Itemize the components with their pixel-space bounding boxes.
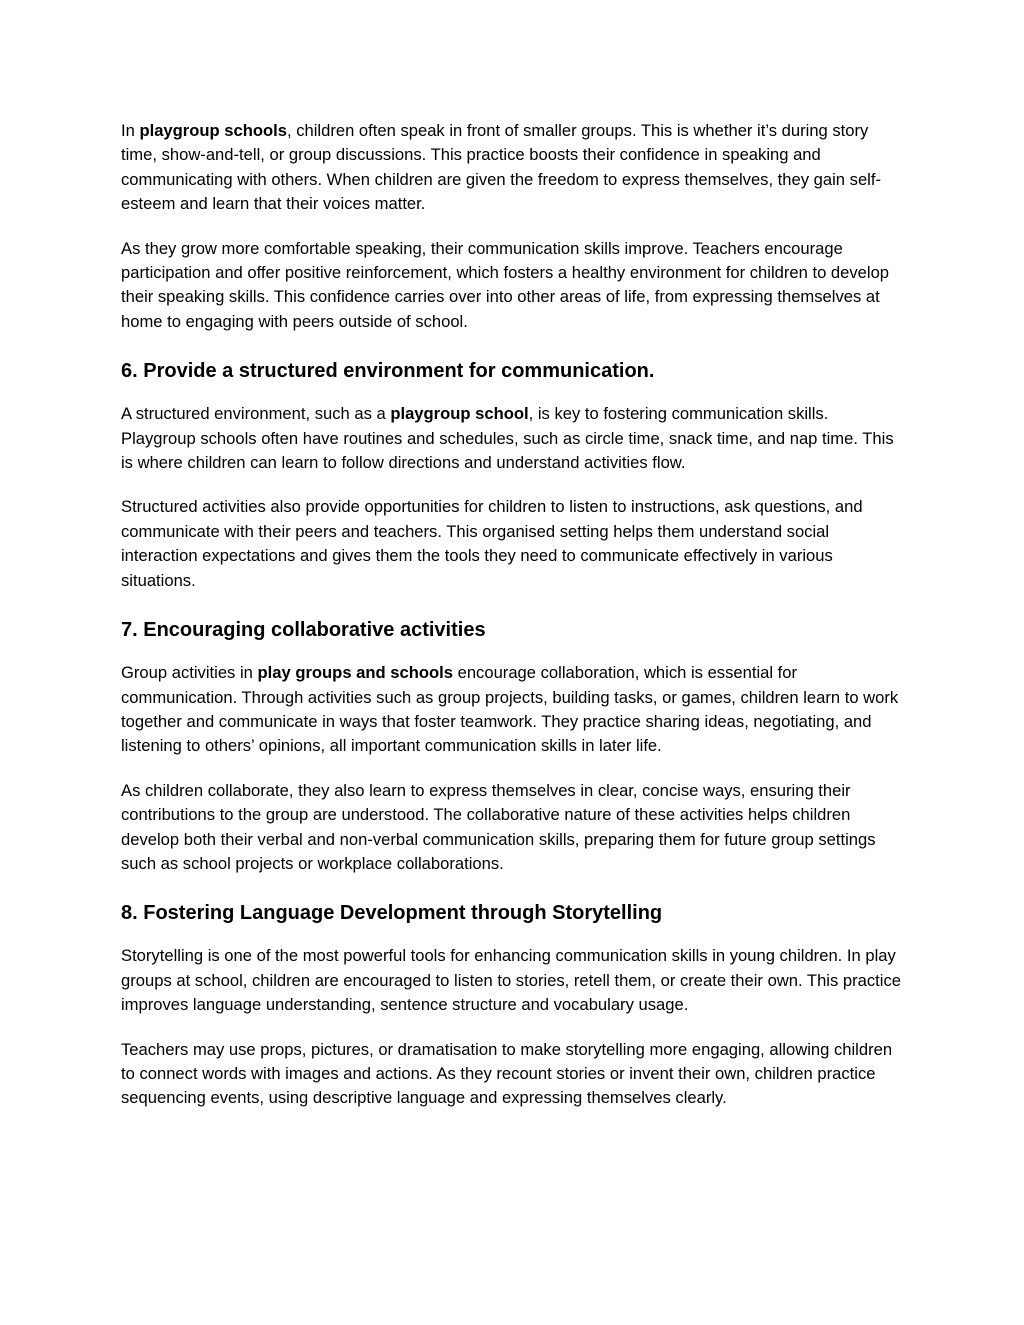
bold-phrase: play groups and schools xyxy=(257,663,453,683)
heading-section-8: 8. Fostering Language Development through Storytelling xyxy=(121,902,663,925)
heading-section-7: 7. Encouraging collaborative activities xyxy=(121,619,486,642)
text: encourage collaboration, which is essential for communication. Through activities such as group projects, building tasks, or games, children learn to work together and communicate in ways that foster teamwork. They practice sharing ideas, negotiating, and listening to others’ opinions, all important communication skills in later life. xyxy=(121,663,899,756)
text: As they grow more comfortable speaking, their communication skills improve. Teachers encourage participation and offer positive reinforcement, which fosters a healthy environment for children to develop their speaking skills. This confidence carries over into other areas of life, from expressing themselves at home to engaging with peers outside of school. xyxy=(121,238,890,331)
text: Structured activities also provide opportunities for children to listen to instructions, ask questions, and communicate with their peers and teachers. This organised setting helps them understand social interaction expectations and gives them the tools they need to communicate effectively in various situations. xyxy=(121,497,863,590)
text: A structured environment, such as a xyxy=(121,404,391,424)
paragraph-communication-skills xyxy=(121,237,906,335)
text: Storytelling is one of the most powerful tools for enhancing communication skills in young children. In play groups at school, children are encouraged to listen to stories, retell them, or create their own. This practice improves language understanding, sentence structure and vocabulary usage. xyxy=(121,946,901,1015)
bold-phrase: playgroup schools xyxy=(139,121,287,140)
heading-section-6: 6. Provide a structured environment for communication. xyxy=(121,360,655,383)
text: As children collaborate, they also learn to express themselves in clear, concise ways, ensuring their contributions to the group are understood. The collaborative nature of these activities helps children develop both their verbal and non-verbal communication skills, preparing them for future group settings such as school projects or workplace collaborations. xyxy=(121,780,876,873)
bold-phrase: playgroup school xyxy=(390,404,529,424)
paragraph-teachers-props xyxy=(121,1038,906,1111)
paragraph-structured-activities xyxy=(121,495,906,593)
document-page xyxy=(121,119,906,1131)
text: , is key to fostering communication skills. Playgroup schools often have routines and schedules, such as circle time, snack time, and nap time. This is where children can learn to follow directions and understand activities flow. xyxy=(121,404,894,473)
paragraph-storytelling xyxy=(121,944,906,1017)
text: Teachers may use props, pictures, or dramatisation to make storytelling more engaging, allowing children to connect words with images and actions. As they recount stories or invent their own, children practice sequencing events, using descriptive language and expressing themselves clearly. xyxy=(121,1039,893,1108)
paragraph-group-activities xyxy=(121,661,906,759)
text: , children often speak in front of smaller groups. This is whether it’s during story time, show-and-tell, or group discussions. This practice boosts their confidence in speaking and communicating with others. When children are given the freedom to express themselves, they gain self-esteem and learn that their voices matter. xyxy=(121,121,881,214)
text: Group activities in xyxy=(121,663,258,683)
text: In xyxy=(121,121,140,140)
paragraph-collaboration xyxy=(121,779,906,877)
paragraph-confidence-speaking xyxy=(121,119,906,217)
paragraph-structured-environment xyxy=(121,402,906,475)
